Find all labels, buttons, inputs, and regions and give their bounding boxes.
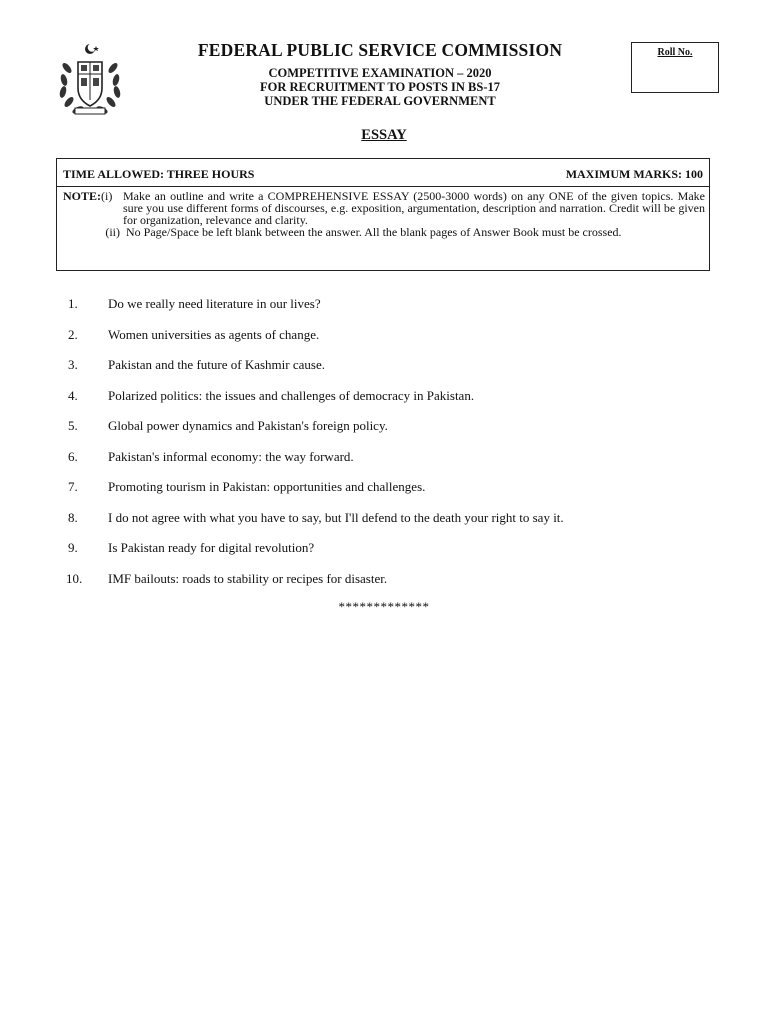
- topic-number: 8.: [68, 509, 78, 525]
- list-item: [0, 418, 768, 434]
- note-label: NOTE:: [63, 189, 102, 203]
- exam-subtitle-line-2: FOR RECRUITMENT TO POSTS IN BS-17: [260, 80, 500, 94]
- topic-text: Polarized politics: the issues and challenges of democracy in Pakistan.: [108, 387, 475, 403]
- list-item: [0, 449, 768, 465]
- list-item: [0, 540, 768, 556]
- fpsc-emblem-icon: [50, 40, 130, 120]
- list-item: [0, 479, 768, 495]
- list-item: [0, 296, 768, 312]
- list-item: [0, 357, 768, 373]
- exam-subtitle-line-1: COMPETITIVE EXAMINATION – 2020: [268, 66, 492, 80]
- subject-heading: ESSAY: [361, 127, 407, 143]
- topic-number: 4.: [68, 387, 78, 403]
- list-item: [0, 327, 768, 343]
- note-ii-text: No Page/Space be left blank between the answer. All the blank pages of Answer Book must be crossed.: [126, 225, 622, 239]
- topic-number: 5.: [68, 418, 78, 433]
- topic-text: Global power dynamics and Pakistan's foreign policy.: [108, 418, 388, 433]
- roll-number-box[interactable]: [631, 42, 719, 93]
- topic-text: Pakistan and the future of Kashmir cause.: [108, 357, 325, 372]
- roll-number-label: Roll No.: [657, 47, 693, 58]
- topic-number: 3.: [68, 357, 78, 372]
- topic-text: Promoting tourism in Pakistan: opportunities and challenges.: [108, 479, 426, 494]
- time-marks-row: [57, 159, 709, 187]
- topic-text: Pakistan's informal economy: the way forward.: [108, 448, 354, 464]
- topic-number: 1.: [68, 296, 78, 311]
- instructions-box: [56, 158, 710, 271]
- note-ii-label: (ii): [105, 225, 120, 239]
- list-item: [0, 388, 768, 404]
- note-section: [63, 190, 705, 238]
- topic-number: 9.: [68, 540, 78, 555]
- topic-text: Do we really need literature in our lives?: [108, 296, 321, 311]
- topic-text: I do not agree with what you have to say, but I'll defend to the death your right to say it.: [108, 509, 564, 525]
- end-marker: *************: [338, 599, 430, 614]
- maximum-marks: MAXIMUM MARKS: 100: [565, 167, 703, 181]
- commission-title: FEDERAL PUBLIC SERVICE COMMISSION: [197, 40, 563, 60]
- topic-number: 10.: [66, 570, 83, 586]
- note-i-label: (i): [101, 189, 113, 203]
- topic-text: Women universities as agents of change.: [108, 326, 320, 342]
- time-allowed: TIME ALLOWED: THREE HOURS: [63, 167, 255, 181]
- topic-number: 6.: [68, 448, 78, 464]
- exam-subtitle-line-3: UNDER THE FEDERAL GOVERNMENT: [264, 94, 496, 108]
- topic-number: 2.: [68, 326, 78, 342]
- topic-number: 7.: [68, 479, 78, 494]
- topic-text: IMF bailouts: roads to stability or recipes for disaster.: [108, 570, 388, 586]
- list-item: [0, 510, 768, 526]
- topic-text: Is Pakistan ready for digital revolution?: [108, 540, 315, 555]
- note-i-text: Make an outline and write a COMPREHENSIVE ESSAY (2500-3000 words) on any ONE of the given topics. Make sure you use different forms of discourses, e.g. exposition, argumentation, description and narration. Credit will be given for organization, relevance and clarity.: [123, 189, 705, 227]
- list-item: [0, 571, 768, 587]
